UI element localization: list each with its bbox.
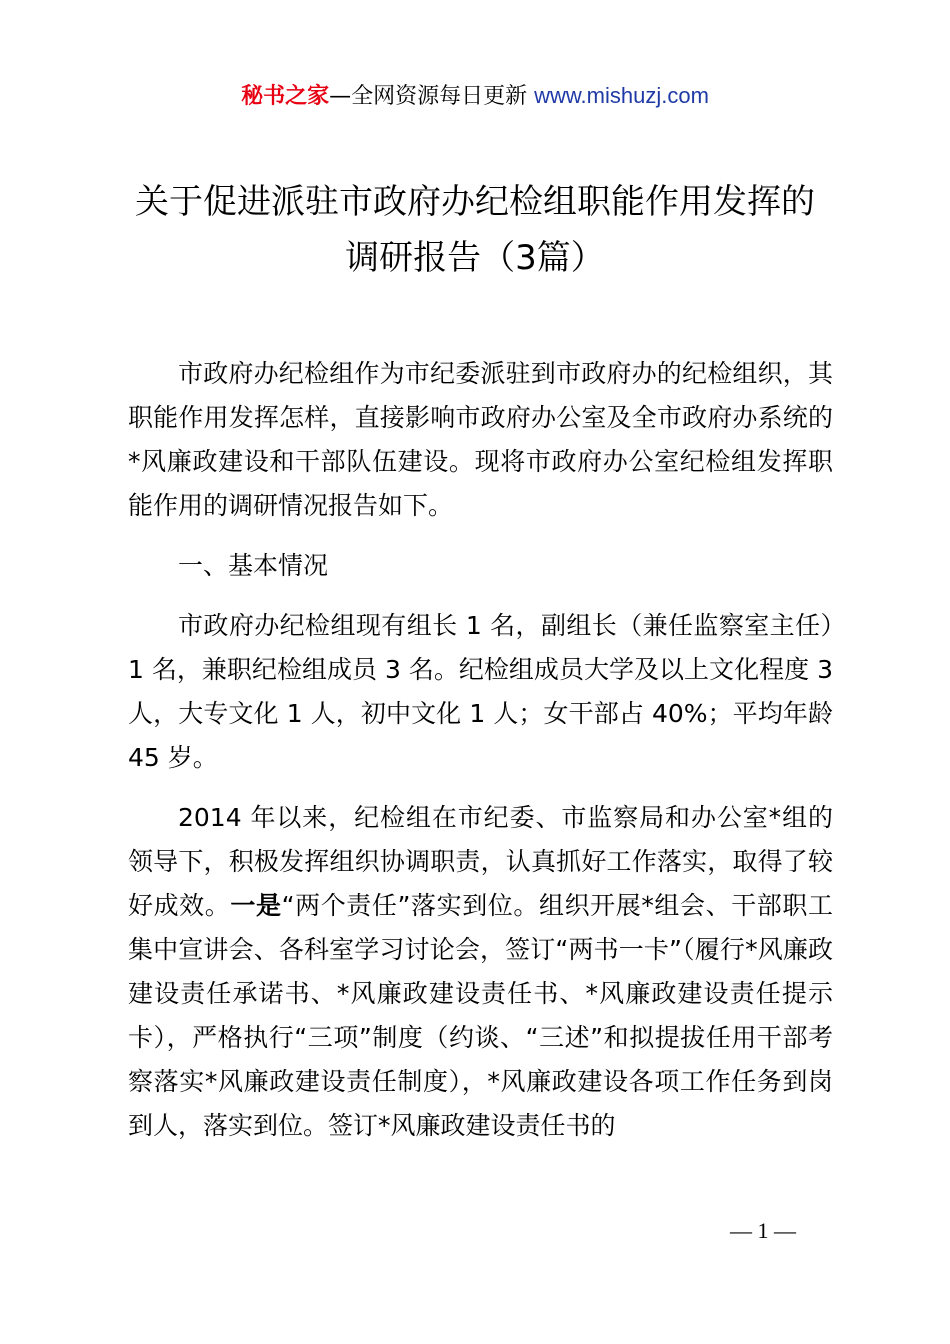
brand-slogan: —全网资源每日更新 (329, 84, 528, 109)
paragraph-achievements-detail: “两个责任”落实到位。组织开展*组会、干部职工集中宣讲会、各科室学习讨论会，签订“两书一卡”（履行*风廉政建设责任承诺书、*风廉政建设责任书、*风廉政建设责任提示卡），严格执行“三项”制度（约谈、“三述”和拟提拔任用干部考察落实*风廉政建设责任制度），*风廉政建设各项工作任务到岗到人，落实到位。签订*风廉政建设责任书的 (128, 891, 833, 1140)
paragraph-staffing: 市政府办纪检组现有组长 1 名，副组长（兼任监察室主任）1 名，兼职纪检组成员 3 名。纪检组成员大学及以上文化程度 3 人，大专文化 1 人，初中文化 1 人；女干部占 40%；平均年龄 45 岁。 (128, 611, 833, 772)
paragraph-achievements-intro: 2014 年以来，纪检组在市纪委、市监察局和办公室*组的领导下，积极发挥组织协调职责，认真抓好工作落实，取得了较好成效。 (128, 803, 833, 920)
paragraph-intro: 市政府办纪检组作为市纪委派驻到市政府办的纪检组织，其职能作用发挥怎样，直接影响市政府办公室及全市政府办系统的*风廉政建设和干部队伍建设。现将市政府办公室纪检组发挥职能作用的调研情况报告如下。 (128, 359, 833, 520)
title-line-1: 关于促进派驻市政府办纪检组职能作用发挥的 (135, 182, 815, 222)
section-heading-basic-situation: 一、基本情况 (178, 551, 329, 580)
site-banner (0, 80, 950, 113)
brand-name: 秘书之家 (241, 84, 330, 109)
paragraph-achievements-lead: 一是 (230, 891, 282, 920)
page-number: — 1 — (730, 1218, 796, 1243)
document-title (100, 174, 850, 286)
title-line-2: 调研报告（3篇） (345, 238, 605, 278)
paragraph-achievements (128, 796, 833, 1148)
document-body (128, 352, 833, 1164)
site-url-link[interactable]: www.mishuzj.com (534, 83, 709, 108)
